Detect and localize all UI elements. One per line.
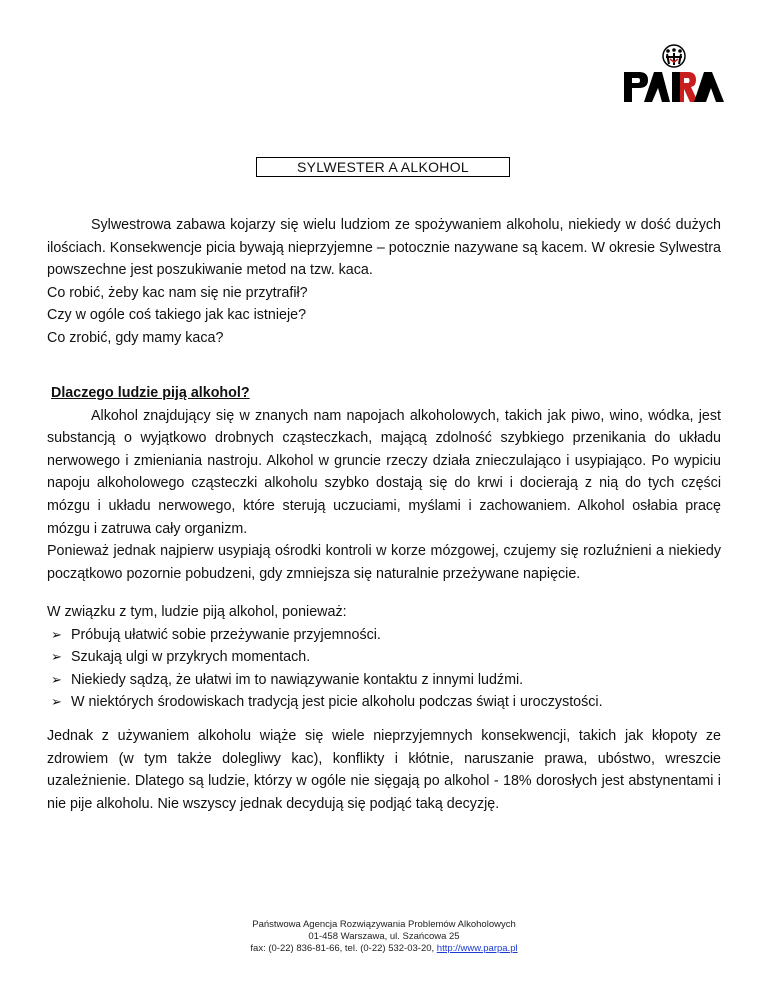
- list-item: [51, 669, 721, 692]
- list-item-text: Próbują ułatwić sobie przeżywanie przyjemności.: [71, 626, 381, 643]
- arrowhead-bullet-icon: ➢: [51, 649, 62, 665]
- list-item: [51, 691, 721, 714]
- question-2: Czy w ogóle coś takiego jak kac istnieje?: [47, 307, 307, 324]
- reasons-list: [47, 624, 721, 714]
- intro-paragraph: Sylwestrowa zabawa kojarzy się wielu ludziom ze spożywaniem alkoholu, niekiedy w dość dużych ilościach. Konsekwencje picia bywają nieprzyjemne – potocznie nazywane są kacem. W okresie Sylwestra powszechne jest poszukiwanie metod na tzw. kaca.: [47, 217, 721, 279]
- parpa-logo: [622, 44, 726, 106]
- question-3: Co zrobić, gdy mamy kaca?: [47, 329, 224, 346]
- website-link[interactable]: http://www.parpa.pl: [436, 943, 518, 954]
- footer-address: 01-458 Warszawa, ul. Szańcowa 25: [308, 931, 460, 942]
- section-heading: Dlaczego ludzie piją alkohol?: [51, 385, 250, 401]
- arrowhead-bullet-icon: ➢: [51, 626, 62, 642]
- parpa-logo-figures-icon: [622, 44, 726, 106]
- arrowhead-bullet-icon: ➢: [51, 671, 62, 687]
- footer-contact-line: [0, 943, 768, 955]
- arrowhead-bullet-icon: ➢: [51, 694, 62, 710]
- closing-block: [47, 725, 721, 815]
- reasons-block: [47, 601, 721, 714]
- list-item: [51, 646, 721, 669]
- section-paragraph-1: Alkohol znajdujący się w znanych nam napojach alkoholowych, takich jak piwo, wino, wódka, jest substancją o wyjątkowo drobnych cząsteczkach, mającą zdolność szybkiego przenikania do układu nerwowego i zmieniania nastroju. Alkohol w gruncie rzeczy działa znieczulająco i usypiająco. Po wypiciu napoju alkoholowego cząsteczki alkoholu szybko dostają się do krwi i docierają z nią do tych części mózgu i układu nerwowego, które sterują uczuciami, myślami i zachowaniem. Alkohol osłabia pracę mózgu i zatruwa cały organizm.: [47, 407, 721, 537]
- reasons-intro: W związku z tym, ludzie piją alkohol, ponieważ:: [47, 604, 347, 620]
- footer-org: Państwowa Agencja Rozwiązywania Problemów Alkoholowych: [252, 919, 516, 930]
- list-item-text: Szukają ulgi w przykrych momentach.: [71, 649, 311, 666]
- document-title: SYLWESTER A ALKOHOL: [256, 157, 510, 177]
- page-footer: [0, 919, 768, 955]
- closing-paragraph: Jednak z używaniem alkoholu wiąże się wiele nieprzyjemnych konsekwencji, takich jak kłopoty ze zdrowiem (w tym także dolegliwy kac), konflikty i kłótnie, naruszanie prawa, ubóstwo, wreszcie uzależnienie. Dlatego są ludzie, którzy w ogóle nie sięgają po alkohol - 18% dorosłych jest abstynentami i nie pije alkoholu. Nie wszyscy jednak decydują się podjąć taką decyzję.: [47, 728, 721, 812]
- why-drink-section: [47, 382, 721, 585]
- list-item-text: Niekiedy sądzą, że ułatwi im to nawiązywanie kontaktu z innymi ludźmi.: [71, 671, 524, 688]
- section-paragraph-2: Ponieważ jednak najpierw usypiają ośrodki kontroli w korze mózgowej, czujemy się rozluźnieni a niekiedy początkowo pozornie pobudzeni, gdy zmniejsza się naturalnie przeżywane napięcie.: [47, 543, 721, 582]
- list-item: [51, 624, 721, 647]
- intro-block: [47, 214, 721, 350]
- list-item-text: W niektórych środowiskach tradycją jest picie alkoholu podczas świąt i uroczystości.: [71, 694, 603, 711]
- footer-contact: fax: (0-22) 836-81-66, tel. (0-22) 532-03-20,: [250, 943, 437, 954]
- question-1: Co robić, żeby kac nam się nie przytrafił?: [47, 284, 308, 301]
